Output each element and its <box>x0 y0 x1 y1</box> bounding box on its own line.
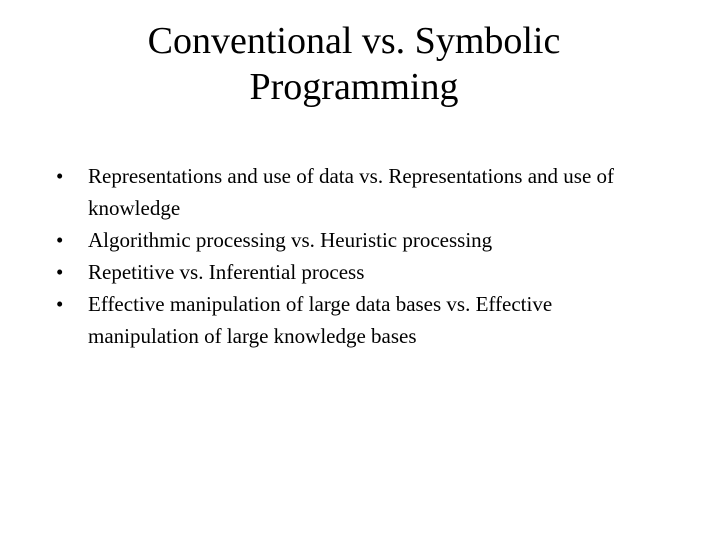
bullet-text: Representations and use of data vs. Representations and use of knowledge <box>88 164 615 220</box>
slide-title-line-2: Programming <box>249 66 459 108</box>
bullet-text: Effective manipulation of large data bases vs. Effective manipulation of large knowledge bases <box>88 292 553 348</box>
bullet-item-databases-vs-knowledge-bases <box>56 288 656 352</box>
bullet-text: Repetitive vs. Inferential process <box>88 260 365 284</box>
bullet-item-algorithmic-vs-heuristic <box>56 224 656 256</box>
bullet-icon: • <box>56 260 64 284</box>
slide-title-line-1: Conventional vs. Symbolic <box>147 20 561 62</box>
bullet-list <box>56 160 656 352</box>
bullet-icon: • <box>56 164 64 188</box>
bullet-item-repetitive-vs-inferential <box>56 256 656 288</box>
slide-title <box>0 18 708 110</box>
bullet-text: Algorithmic processing vs. Heuristic processing <box>88 228 493 252</box>
bullet-item-data-vs-knowledge <box>56 160 656 224</box>
bullet-icon: • <box>56 292 64 316</box>
bullet-icon: • <box>56 228 64 252</box>
